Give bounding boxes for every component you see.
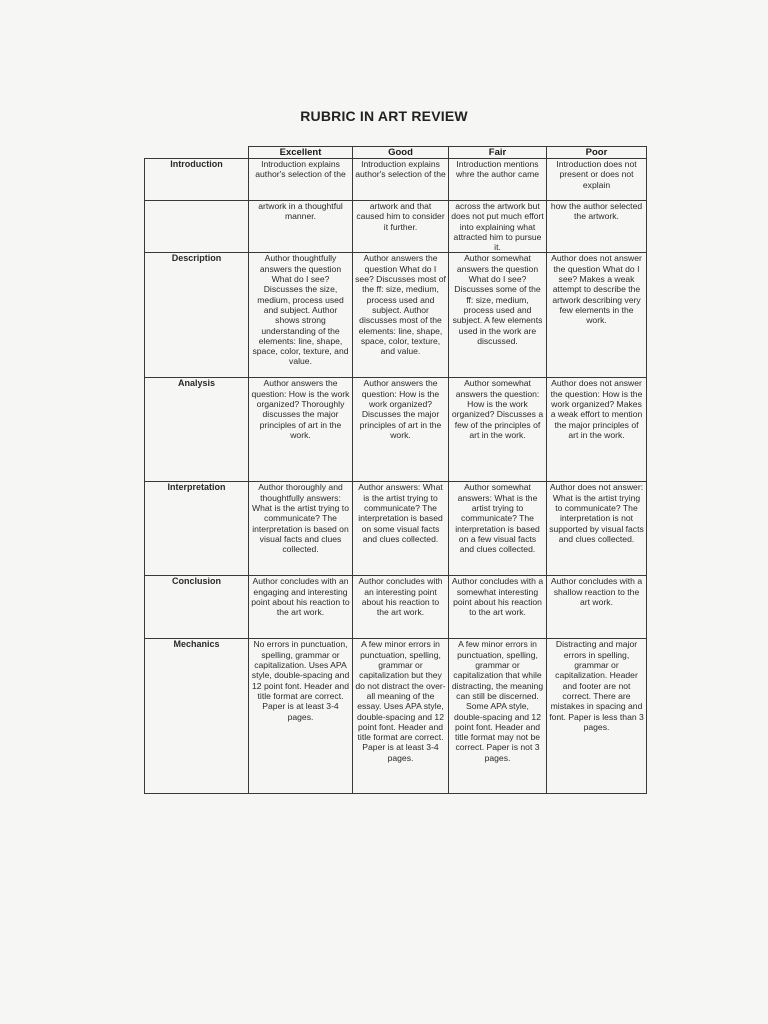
table-row: [145, 201, 647, 253]
cell-excellent: Author answers the question: How is the work organized? Thoroughly discusses the major principles of art in the work.: [249, 378, 353, 482]
cell-excellent: Introduction explains author's selection of the: [249, 159, 353, 201]
cell-good: artwork and that caused him to consider it further.: [353, 201, 449, 253]
cell-fair: Author somewhat answers: What is the artist trying to communicate? The interpretation is based on a few visual facts and clues collected.: [449, 482, 547, 576]
cell-fair: A few minor errors in punctuation, spelling, grammar or capitalization that while distracting, the meaning can still be discerned. Some APA style, double-spacing and 12 point font. Header and title format may not be correct. Paper is not 3 pages.: [449, 639, 547, 794]
cell-poor: Author does not answer: What is the artist trying to communicate? The interpretation is not supported by visual facts and clues collected.: [547, 482, 647, 576]
header-row: [145, 147, 647, 159]
header-good: Good: [353, 147, 449, 159]
criterion-analysis: Analysis: [145, 378, 249, 482]
cell-poor: Author does not answer the question What do I see? Makes a weak attempt to describe the artwork describing very few elements in the work.: [547, 253, 647, 378]
criterion-mechanics: Mechanics: [145, 639, 249, 794]
cell-fair: Author somewhat answers the question What do I see? Discusses some of the ff: size, medium, process used and subject. A few elements used in the work are discussed.: [449, 253, 547, 378]
cell-excellent: Author thoughtfully answers the question What do I see? Discusses the size, medium, process used and subject. Author shows strong understanding of the elements: line, shape, space, color, texture, and value.: [249, 253, 353, 378]
criterion-conclusion: Conclusion: [145, 576, 249, 639]
cell-good: Author answers: What is the artist trying to communicate? The interpretation is based on some visual facts and clues collected.: [353, 482, 449, 576]
header-excellent: Excellent: [249, 147, 353, 159]
cell-fair: Author concludes with a somewhat interesting point about his reaction to the art work.: [449, 576, 547, 639]
rubric-table: [144, 146, 647, 794]
cell-excellent: Author thoroughly and thoughtfully answers: What is the artist trying to communicate? The interpretation is based on visual facts and clues collected.: [249, 482, 353, 576]
cell-good: A few minor errors in punctuation, spelling, grammar or capitalization but they do not distract the over-all meaning of the essay. Uses APA style, double-spacing and 12 point font. Header and title format are correct. Paper is at least 3-4 pages.: [353, 639, 449, 794]
criterion-introduction-continued: [145, 201, 249, 253]
cell-fair: Introduction mentions whre the author came: [449, 159, 547, 201]
cell-good: Author concludes with an interesting point about his reaction to the art work.: [353, 576, 449, 639]
cell-fair: across the artwork but does not put much effort into explaining what attracted him to pursue it.: [449, 201, 547, 253]
criterion-interpretation: Interpretation: [145, 482, 249, 576]
table-row: [145, 253, 647, 378]
cell-excellent: artwork in a thoughtful manner.: [249, 201, 353, 253]
cell-good: Author answers the question What do I see? Discusses most of the ff: size, medium, process used and subject. Author discusses most of the elements: line, shape, space, color, texture, and value.: [353, 253, 449, 378]
header-blank-cell: [145, 147, 249, 159]
cell-poor: how the author selected the artwork.: [547, 201, 647, 253]
cell-poor: Author does not answer the question: How is the work organized? Makes a weak effort to mention the major principles of art in the work.: [547, 378, 647, 482]
cell-fair: Author somewhat answers the question: How is the work organized? Discusses a few of the principles of art in the work.: [449, 378, 547, 482]
header-fair: Fair: [449, 147, 547, 159]
cell-poor: Distracting and major errors in spelling, grammar or capitalization. Header and footer are not correct. There are mistakes in spacing and font. Paper is less than 3 pages.: [547, 639, 647, 794]
cell-good: Introduction explains author's selection of the: [353, 159, 449, 201]
header-poor: Poor: [547, 147, 647, 159]
table-row: [145, 378, 647, 482]
cell-poor: Author concludes with a shallow reaction to the art work.: [547, 576, 647, 639]
cell-poor: Introduction does not present or does not explain: [547, 159, 647, 201]
criterion-description: Description: [145, 253, 249, 378]
table-row: [145, 159, 647, 201]
table-row: [145, 576, 647, 639]
cell-good: Author answers the question: How is the work organized? Discusses the major principles of art in the work.: [353, 378, 449, 482]
criterion-introduction: Introduction: [145, 159, 249, 201]
page-title: RUBRIC IN ART REVIEW: [300, 108, 468, 124]
cell-excellent: Author concludes with an engaging and interesting point about his reaction to the art work.: [249, 576, 353, 639]
cell-excellent: No errors in punctuation, spelling, grammar or capitalization. Uses APA style, double-spacing and 12 point font. Header and title format are correct. Paper is at least 3-4 pages.: [249, 639, 353, 794]
table-row: [145, 482, 647, 576]
table-row: [145, 639, 647, 794]
